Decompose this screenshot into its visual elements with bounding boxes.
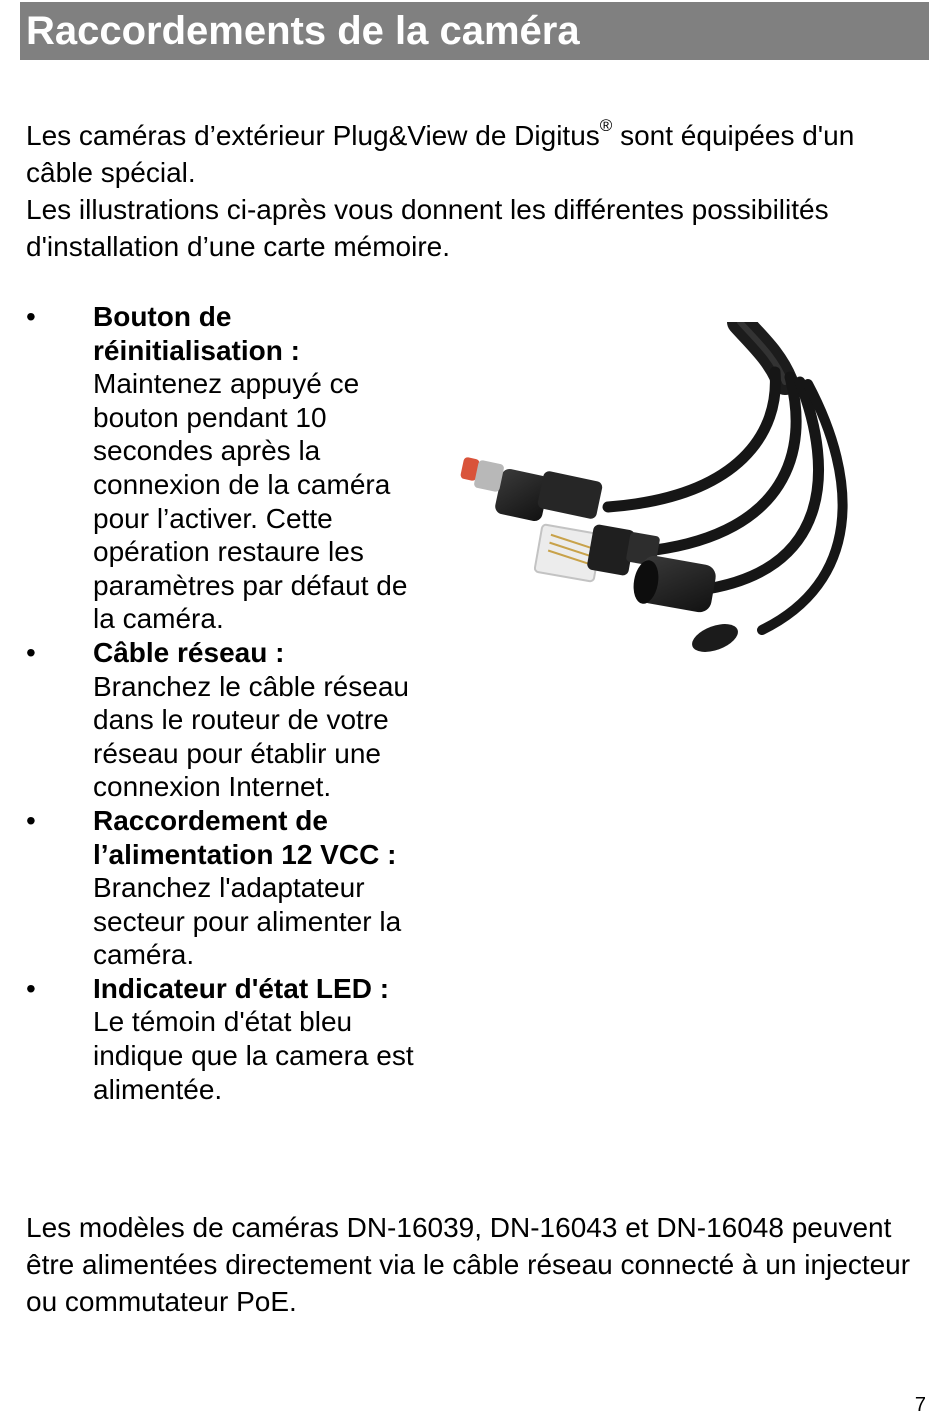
list-item-body: Maintenez appuyé ce bouton pendant 10 secondes après la connexion de la caméra pour l’activer. Cette opération restaure les paramètres par défaut de la caméra. (93, 368, 408, 635)
cable-dc-plug (608, 372, 775, 507)
camera-cable-photo (440, 322, 900, 694)
intro-text (26, 117, 926, 265)
led-tail-end (688, 619, 741, 658)
dc-socket-connector (630, 554, 717, 614)
list-item-body: Branchez le câble réseau dans le routeur de votre réseau pour établir une connexion Internet. (93, 670, 409, 803)
list-item-body: Le témoin d'état bleu indique que la camera est alimentée. (93, 1006, 414, 1105)
intro-paragraph-1 (26, 117, 926, 191)
intro-line1-before: Les caméras d’extérieur Plug&View de Digitus (26, 120, 600, 151)
poe-note: Les modèles de caméras DN-16039, DN-16043 et DN-16048 peuvent être alimentées directement via le câble réseau connecté à un injecteur ou commutateur PoE. (26, 1212, 911, 1317)
list-item-title: Bouton de réinitialisation : (93, 301, 300, 366)
connection-list (26, 300, 426, 1106)
dc-plug-connector (460, 457, 603, 523)
registered-mark: ® (599, 116, 613, 135)
bullet-icon: • (26, 972, 36, 1004)
list-item-title: Raccordement de l’alimentation 12 VCC : (93, 804, 397, 870)
list-item-reset-button (26, 300, 426, 636)
bullet-icon: • (26, 301, 36, 332)
bullet-icon: • (26, 636, 36, 668)
list-item-title: Indicateur d'état LED : (93, 972, 390, 1004)
list-item-status-led (26, 972, 426, 1106)
intro-paragraph-2: Les illustrations ci-après vous donnent les différentes possibilités d'installation d’une carte mémoire. (26, 194, 829, 262)
page-number: 7 (914, 1394, 926, 1416)
bullet-icon: • (26, 804, 36, 836)
list-item-title: Câble réseau : (93, 636, 285, 668)
page-title: Raccordements de la caméra (26, 9, 580, 53)
list-item-body: Branchez l'adaptateur secteur pour alimenter la caméra. (93, 872, 402, 971)
intro-line1-after: sont équipées d'un câble spécial. (26, 120, 855, 188)
cable-led (762, 384, 843, 630)
list-item-power-connection (26, 804, 426, 972)
list-item-network-cable (26, 636, 426, 804)
